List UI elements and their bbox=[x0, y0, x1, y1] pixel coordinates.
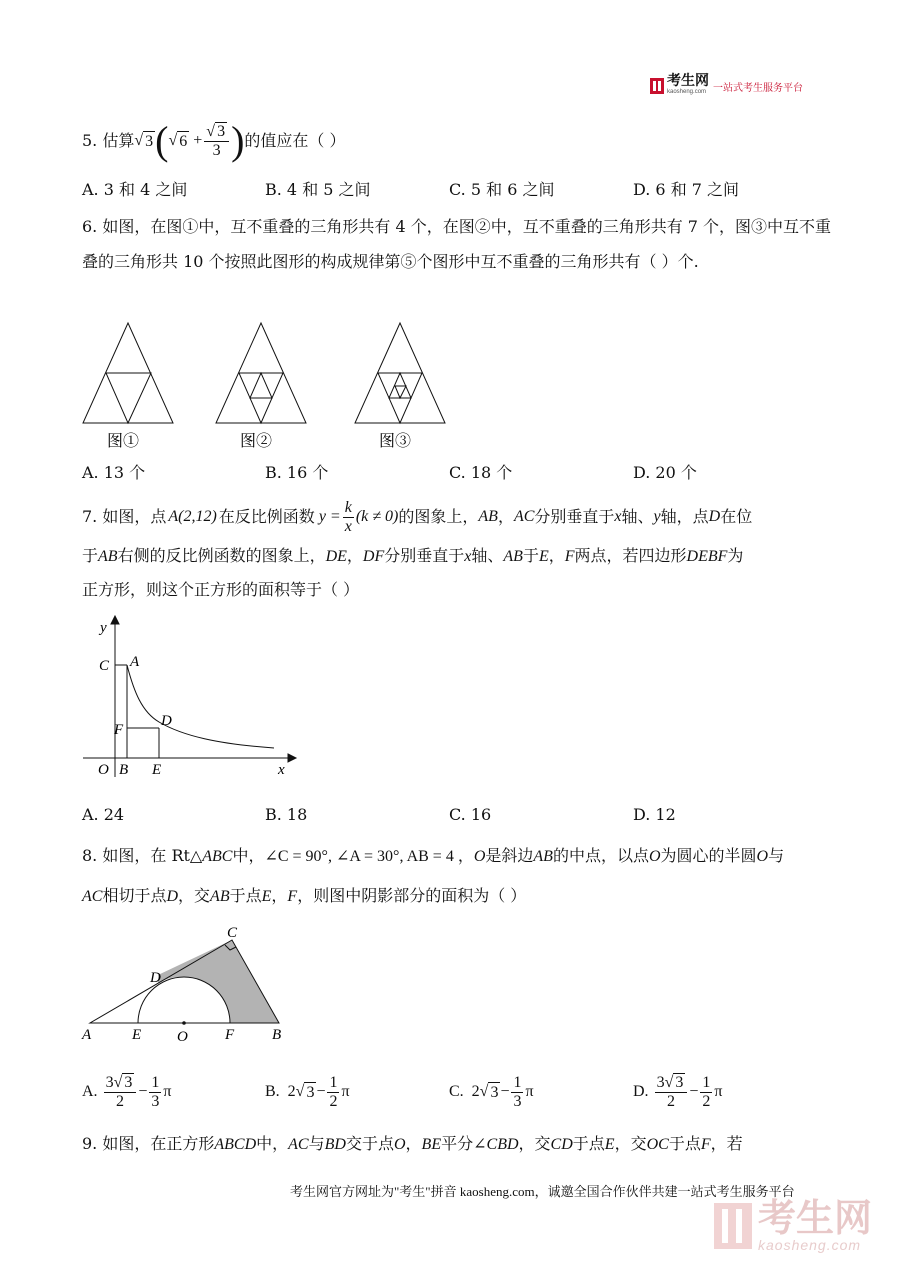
q8-option-c: C. 2√ 3 − $\frac{1}{3}$ π bbox=[449, 1073, 534, 1110]
q7-option-b: B. 18 bbox=[265, 805, 308, 824]
svg-text:x: x bbox=[278, 762, 285, 778]
svg-text:C: C bbox=[227, 925, 238, 941]
q6-line1: 6. 如图，在图①中，互不重叠的三角形共有 4 个，在图②中，互不重叠的三角形共有 7 个，图③中互不重 bbox=[82, 217, 832, 236]
footer-watermark bbox=[714, 1200, 872, 1252]
q5-option-d: D. 6 和 7 之间 bbox=[633, 180, 740, 199]
q8-figure bbox=[80, 920, 290, 1045]
q5-stem bbox=[82, 118, 345, 164]
figure-label-1: 图① bbox=[107, 433, 140, 450]
svg-text:B: B bbox=[119, 762, 129, 778]
q5-option-a: A. 3 和 4 之间 bbox=[82, 180, 188, 199]
q6-figures bbox=[70, 310, 490, 455]
q5-option-c: C. 5 和 6 之间 bbox=[449, 180, 555, 199]
logo-icon bbox=[650, 78, 664, 94]
svg-text:F: F bbox=[225, 1027, 235, 1043]
q7-option-a: A. 24 bbox=[82, 805, 125, 824]
q5-expression: √ 3 ( √ 6 + $\frac{√ 3}{3}$ ) bbox=[134, 118, 245, 163]
svg-text:C: C bbox=[99, 658, 110, 674]
q6-option-d: D. 20 个 bbox=[633, 463, 697, 482]
q6-option-b: B. 16 个 bbox=[265, 463, 329, 482]
svg-text:y: y bbox=[100, 620, 107, 636]
logo-subtitle: kaosheng.com bbox=[667, 89, 707, 95]
q5-prefix: 5. 估算 bbox=[82, 131, 135, 150]
figure-1 bbox=[83, 323, 173, 423]
figure-3 bbox=[355, 323, 445, 423]
svg-text:A: A bbox=[82, 1027, 92, 1043]
header-slogan: 一站式考生服务平台 bbox=[713, 82, 803, 94]
svg-text:A: A bbox=[130, 654, 140, 670]
q8-line2: AC相切于点D，交AB于点E，F，则图中阴影部分的面积为（ ） bbox=[82, 886, 527, 905]
svg-text:E: E bbox=[132, 1027, 142, 1043]
q8-option-d: D. $\frac{3√ 3}{2}$ − $\frac{1}{2}$ π bbox=[633, 1073, 723, 1110]
watermark-sub: kaosheng.com bbox=[758, 1237, 862, 1253]
footer-text: 考生网官方网址为"考生"拼音 kaosheng.com，诚邀全国合作伙伴共建一站式考生服务平台 bbox=[290, 1184, 795, 1199]
q5-suffix: 的值应在（ ） bbox=[244, 131, 346, 150]
q7-line1: 7. 如图，点 A(2,12) 在反比例函数 y = $\frac{k}{x}$ (k ≠ 0) 的图象上， AB ， AC 分别垂直于 x 轴、 y 轴，点 D 在位 bbox=[82, 498, 753, 535]
svg-text:O: O bbox=[98, 762, 109, 778]
svg-text:O: O bbox=[177, 1029, 188, 1045]
header-logo bbox=[650, 74, 803, 98]
figure-2 bbox=[216, 323, 306, 423]
q7-line3: 正方形，则这个正方形的面积等于（ ） bbox=[82, 580, 360, 599]
figure-label-2: 图② bbox=[240, 433, 273, 450]
q7-option-c: C. 16 bbox=[449, 805, 492, 824]
q7-line2: 于AB右侧的反比例函数的图象上，DE，DF分别垂直于x轴、AB于E，F两点，若四边形DEBF为 bbox=[82, 546, 744, 565]
q8-option-b: B. 2√ 3 − $\frac{1}{2}$ π bbox=[265, 1073, 350, 1110]
q7-y-eq: y = bbox=[318, 508, 341, 525]
q6-option-c: C. 18 个 bbox=[449, 463, 513, 482]
q7-fraction: $\frac{k}{x}$ bbox=[344, 498, 352, 535]
q8-line1: 8. 如图，在 Rt△ABC中，∠C = 90°, ∠A = 30°, AB = 4 ，O是斜边AB的中点，以点O为圆心的半圆O与 bbox=[82, 846, 785, 865]
q6-line2: 叠的三角形共 10 个按照此图形的构成规律第⑤个图形中互不重叠的三角形共有（ ）个. bbox=[82, 252, 699, 271]
svg-text:B: B bbox=[272, 1027, 282, 1043]
q6-option-a: A. 13 个 bbox=[82, 463, 146, 482]
shaded-region bbox=[158, 940, 279, 1023]
svg-text:D: D bbox=[161, 713, 172, 729]
q7-condition: (k ≠ 0) bbox=[355, 508, 399, 525]
q7-point-a: A(2,12) bbox=[168, 508, 217, 525]
watermark-icon bbox=[714, 1201, 752, 1251]
svg-text:F: F bbox=[114, 722, 124, 738]
q8-option-a: A. $\frac{3√ 3}{2}$ − $\frac{1}{3}$ π bbox=[82, 1073, 172, 1110]
figure-label-3: 图③ bbox=[379, 433, 412, 450]
svg-text:D: D bbox=[150, 970, 161, 986]
svg-text:E: E bbox=[152, 762, 162, 778]
watermark-title: 考生网 bbox=[758, 1198, 873, 1240]
q7-graph bbox=[78, 612, 298, 782]
q5-option-b: B. 4 和 5 之间 bbox=[265, 180, 371, 199]
q7-option-d: D. 12 bbox=[633, 805, 676, 824]
logo-title: 考生网 bbox=[667, 72, 709, 88]
q9-line1: 9. 如图，在正方形ABCD中，AC与BD交于点O，BE平分∠CBD，交CD于点E，交OC于点F，若 bbox=[82, 1134, 743, 1153]
